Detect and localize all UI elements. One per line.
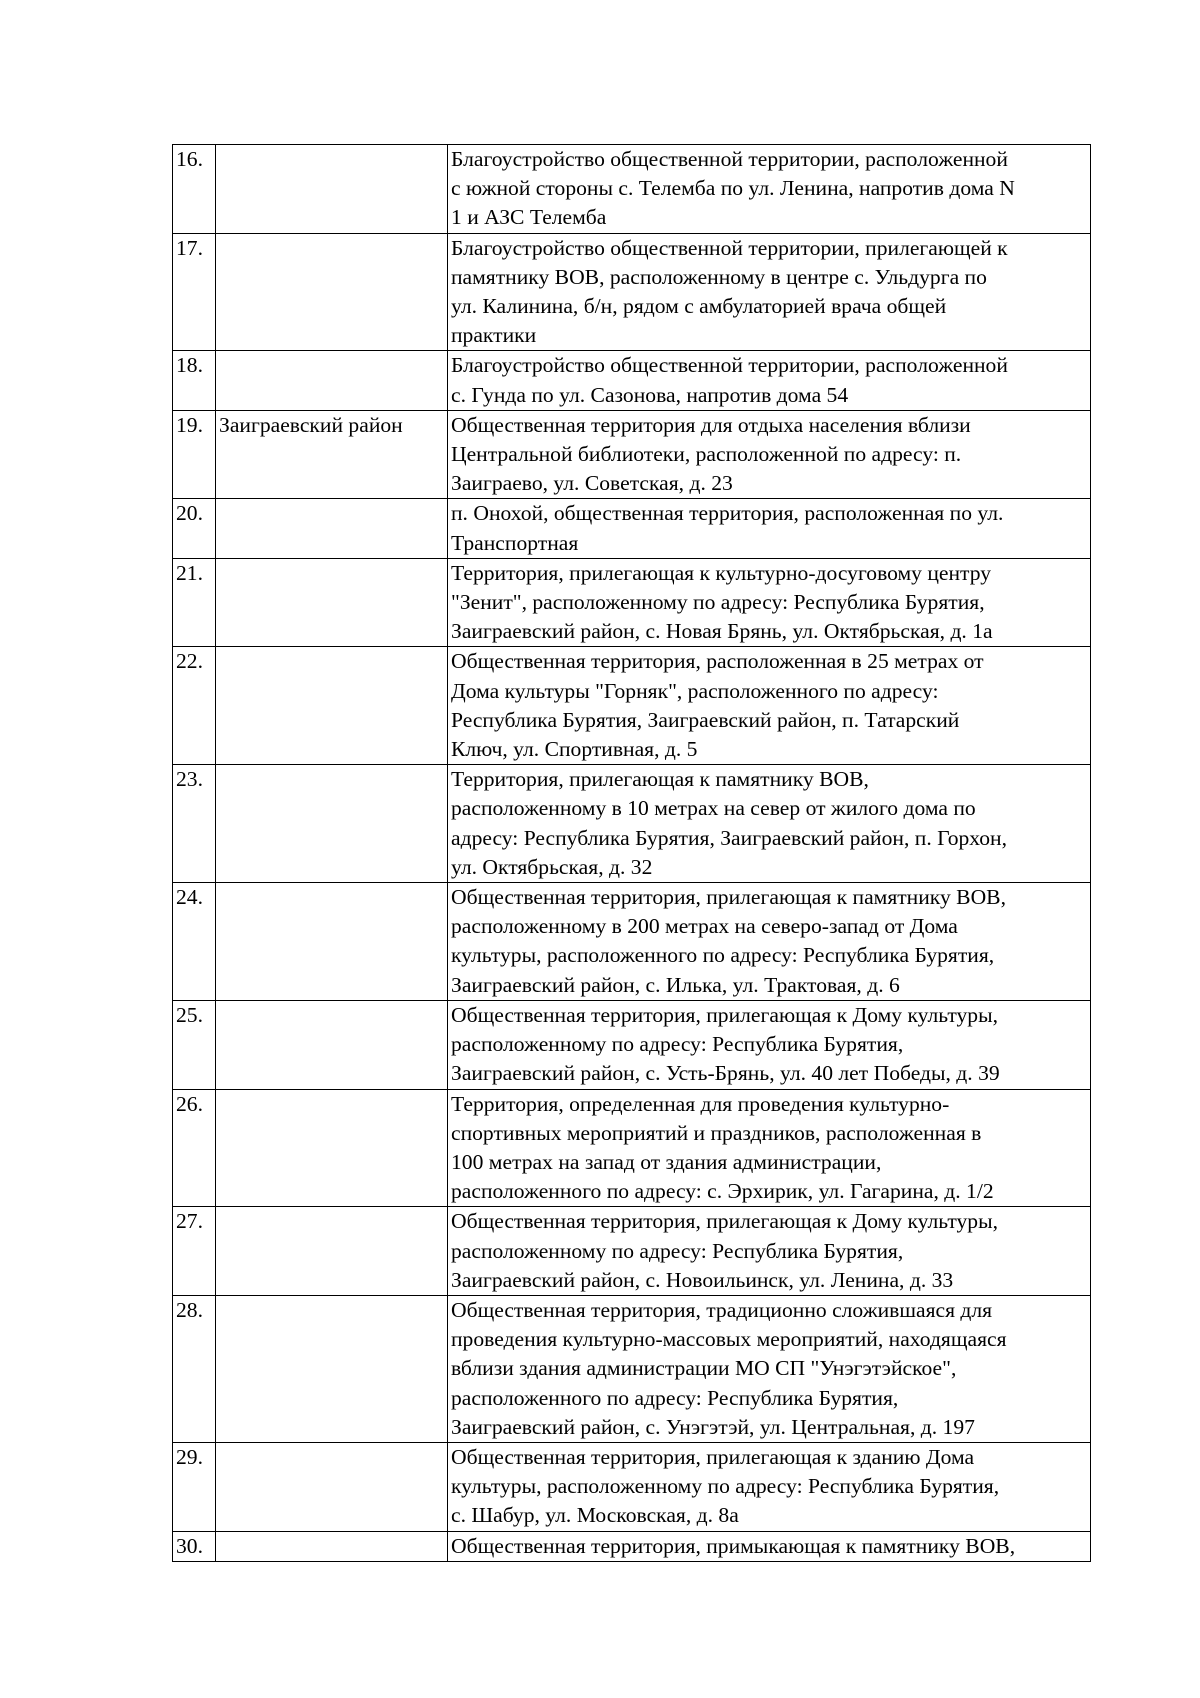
description-line: Центральной библиотеки, расположенной по адресу: п. [451, 442, 962, 467]
description-line: Транспортная [451, 530, 579, 555]
district-cell [216, 1295, 448, 1442]
row-number: 29. [173, 1442, 216, 1531]
table-row [173, 1207, 1091, 1296]
description-line: 100 метрах на запад от здания администрации, [451, 1149, 882, 1174]
row-number: 26. [173, 1089, 216, 1207]
row-number: 27. [173, 1207, 216, 1296]
row-number: 21. [173, 558, 216, 647]
description-line: практики [451, 323, 537, 348]
row-number: 28. [173, 1295, 216, 1442]
row-number: 16. [173, 145, 216, 234]
description-line: расположенному в 200 метрах на северо-запад от Дома [451, 914, 958, 939]
description-line: расположенному по адресу: Республика Бурятия, [451, 1238, 904, 1263]
description-line: Благоустройство общественной территории, прилегающей к [451, 235, 1008, 260]
row-number: 24. [173, 883, 216, 1001]
row-number: 22. [173, 647, 216, 765]
description-line: с южной стороны с. Телемба по ул. Ленина, напротив дома N [451, 176, 1015, 201]
description-cell [448, 233, 1091, 351]
table-row [173, 558, 1091, 647]
description-line: Заиграево, ул. Советская, д. 23 [451, 471, 733, 496]
description-cell [448, 1531, 1091, 1561]
description-line: 1 и АЗС Телемба [451, 205, 607, 230]
district-cell: Заиграевский район [216, 410, 448, 499]
row-number: 25. [173, 1000, 216, 1089]
district-cell [216, 647, 448, 765]
table-row [173, 233, 1091, 351]
description-line: Ключ, ул. Спортивная, д. 5 [451, 737, 698, 762]
description-line: Заиграевский район, с. Усть-Брянь, ул. 40 лет Победы, д. 39 [451, 1061, 1000, 1086]
table-row [173, 883, 1091, 1001]
description-line: Дома культуры "Горняк", расположенного по адресу: [451, 678, 939, 703]
description-line: Территория, прилегающая к памятнику ВОВ, [451, 767, 869, 792]
district-cell [216, 1531, 448, 1561]
description-line: Благоустройство общественной территории, расположенной [451, 147, 1008, 171]
description-line: ул. Октябрьская, д. 32 [451, 854, 653, 879]
row-number: 18. [173, 351, 216, 410]
description-line: Общественная территория, прилегающая к Дому культуры, [451, 1002, 998, 1027]
district-cell [216, 558, 448, 647]
description-cell [448, 1000, 1091, 1089]
description-cell [448, 145, 1091, 234]
description-line: Благоустройство общественной территории, расположенной [451, 353, 1008, 378]
table-row [173, 1531, 1091, 1561]
description-cell [448, 1089, 1091, 1207]
row-number: 30. [173, 1531, 216, 1561]
table-row [173, 1000, 1091, 1089]
description-line: культуры, расположенного по адресу: Республика Бурятия, [451, 943, 995, 968]
table-row [173, 145, 1091, 234]
district-cell [216, 1442, 448, 1531]
description-line: Общественная территория, прилегающая к зданию Дома [451, 1444, 975, 1469]
description-line: проведения культурно-массовых мероприятий, находящаяся [451, 1327, 1007, 1352]
description-line: Территория, прилегающая к культурно-досуговому центру [451, 560, 992, 585]
district-cell [216, 883, 448, 1001]
description-line: Республика Бурятия, Заиграевский район, п. Татарский [451, 707, 960, 732]
description-cell [448, 1295, 1091, 1442]
description-line: Заиграевский район, с. Новоильинск, ул. Ленина, д. 33 [451, 1267, 954, 1292]
table-row [173, 1089, 1091, 1207]
description-line: расположенного по адресу: Республика Бурятия, [451, 1385, 899, 1410]
district-cell [216, 499, 448, 558]
description-cell [448, 351, 1091, 410]
district-cell [216, 351, 448, 410]
row-number: 20. [173, 499, 216, 558]
description-cell [448, 558, 1091, 647]
district-cell [216, 145, 448, 234]
table-row [173, 410, 1091, 499]
territory-table [172, 144, 1091, 1562]
description-line: с. Шабур, ул. Московская, д. 8а [451, 1503, 739, 1528]
description-line: Общественная территория, традиционно сложившаяся для [451, 1297, 993, 1322]
description-line: памятнику ВОВ, расположенному в центре с. Ульдурга по [451, 264, 987, 289]
description-line: расположенному по адресу: Республика Бурятия, [451, 1032, 904, 1057]
description-cell [448, 1207, 1091, 1296]
description-line: расположенному в 10 метрах на север от жилого дома по [451, 796, 976, 821]
description-line: Заиграевский район, с. Новая Брянь, ул. Октябрьская, д. 1а [451, 619, 993, 644]
description-cell [448, 1442, 1091, 1531]
description-line: "Зенит", расположенному по адресу: Республика Бурятия, [451, 590, 985, 615]
description-line: п. Онохой, общественная территория, расположенная по ул. [451, 501, 1004, 526]
district-cell [216, 233, 448, 351]
description-cell [448, 410, 1091, 499]
description-cell [448, 647, 1091, 765]
description-line: Заиграевский район, с. Илька, ул. Трактовая, д. 6 [451, 972, 900, 997]
district-cell [216, 1000, 448, 1089]
description-line: спортивных мероприятий и праздников, расположенная в [451, 1120, 982, 1145]
description-cell [448, 499, 1091, 558]
row-number: 17. [173, 233, 216, 351]
table-row [173, 499, 1091, 558]
description-cell [448, 765, 1091, 883]
description-line: Общественная территория, расположенная в 25 метрах от [451, 649, 984, 674]
description-line: Общественная территория для отдыха населения вблизи [451, 412, 971, 437]
description-line: ул. Калинина, б/н, рядом с амбулаторией врача общей [451, 294, 947, 319]
table-row [173, 351, 1091, 410]
table-row [173, 1442, 1091, 1531]
row-number: 19. [173, 410, 216, 499]
description-line: Заиграевский район, с. Унэгэтэй, ул. Центральная, д. 197 [451, 1414, 975, 1439]
description-line: Общественная территория, прилегающая к памятнику ВОВ, [451, 885, 1006, 910]
description-line: Территория, определенная для проведения культурно- [451, 1091, 950, 1116]
description-line: с. Гунда по ул. Сазонова, напротив дома 54 [451, 382, 849, 407]
description-line: Общественная территория, примыкающая к памятнику ВОВ, [451, 1533, 1016, 1558]
description-line: Общественная территория, прилегающая к Дому культуры, [451, 1209, 998, 1234]
district-cell [216, 1207, 448, 1296]
table-row [173, 765, 1091, 883]
table-row [173, 647, 1091, 765]
district-cell [216, 1089, 448, 1207]
description-line: культуры, расположенному по адресу: Республика Бурятия, [451, 1474, 1000, 1499]
description-line: вблизи здания администрации МО СП "Унэгэтэйское", [451, 1356, 957, 1381]
table-row [173, 1295, 1091, 1442]
description-cell [448, 883, 1091, 1001]
description-line: расположенного по адресу: с. Эрхирик, ул. Гагарина, д. 1/2 [451, 1179, 994, 1204]
row-number: 23. [173, 765, 216, 883]
description-line: адресу: Республика Бурятия, Заиграевский район, п. Горхон, [451, 825, 1008, 850]
district-cell [216, 765, 448, 883]
